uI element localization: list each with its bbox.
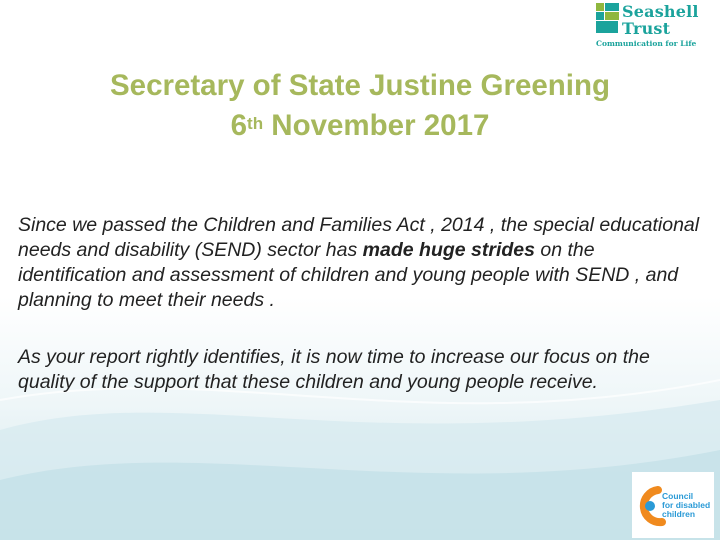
logo-name-line1: Seashell (622, 2, 699, 21)
title-date-suffix: th (247, 114, 264, 133)
title-date-day: 6 (230, 109, 248, 142)
paragraph-1-part2: on the identification and assessment of children and young people with SEND , and planning to meet their needs . (18, 239, 679, 311)
council-logo-line2: for disabled (662, 500, 711, 510)
council-logo-line3: children (662, 509, 696, 519)
seashell-trust-logo (596, 2, 716, 52)
paragraph-1 (18, 213, 708, 313)
slide-title (20, 66, 700, 146)
title-line1: Secretary of State Justine Greening (109, 69, 611, 102)
council-logo-line1: Council (662, 491, 694, 501)
paragraph-2: As your report rightly identifies, it is now time to increase our focus on the quality of the support that these children and young people receive. (18, 346, 650, 393)
paragraph-1-part1: Since we passed the Children and Families Act , 2014 , the special educational needs and disability (SEND) sector has (18, 214, 700, 261)
paragraph-1-bold: made huge strides (362, 239, 535, 261)
council-for-disabled-children-logo (632, 472, 714, 538)
council-logo-text (662, 492, 710, 519)
logo-tagline: Communication for Life (596, 39, 697, 48)
title-date-rest: November 2017 (271, 109, 490, 142)
seashell-trust-mark-icon (596, 2, 622, 38)
logo-name-line2: Trust (622, 19, 671, 38)
title-line2 (20, 106, 700, 146)
